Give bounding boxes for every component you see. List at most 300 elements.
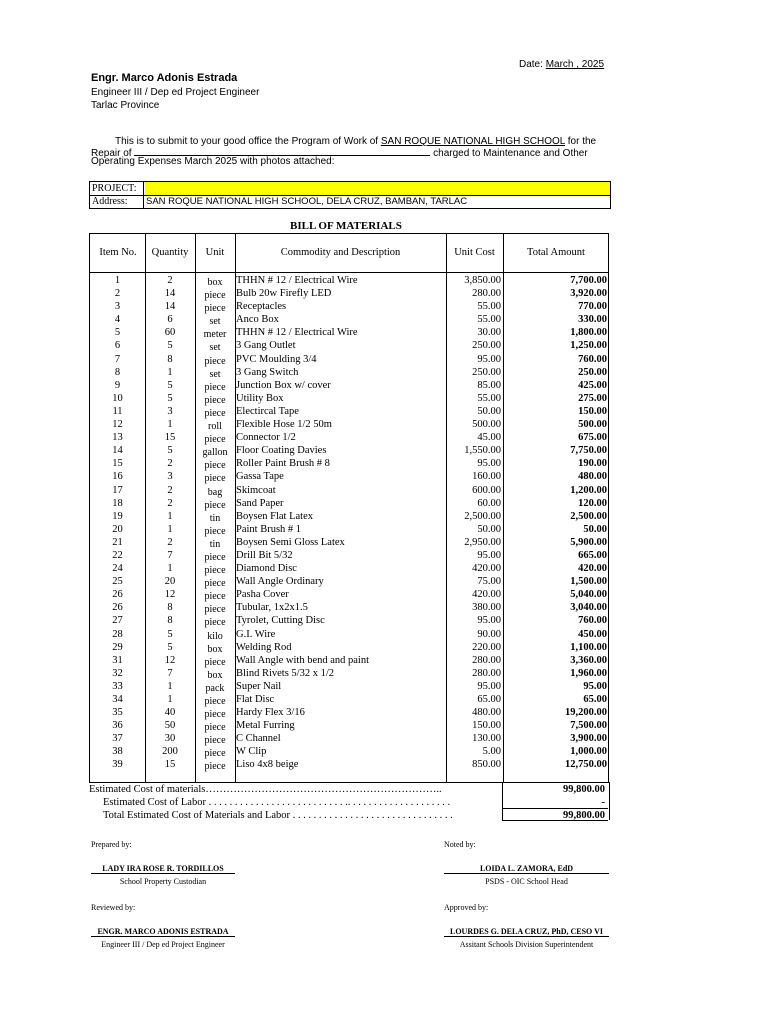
cell-description: Anco Box xyxy=(236,314,279,326)
cell-unit-cost: 850.00 xyxy=(472,759,501,771)
labor-cost-label: Estimated Cost of Labor . . . . . . . . . . . . . . . . . . . . . . . . . . .. . . . . . . . . . . . . . . . . . . . xyxy=(103,797,451,808)
letter-line2-post: charged to Maintenance and Other xyxy=(430,148,588,159)
cell-total-amount: 665.00 xyxy=(578,549,607,561)
cell-unit-cost: 85.00 xyxy=(477,379,501,391)
cell-description: Utility Box xyxy=(236,392,284,404)
cell-total-amount: 500.00 xyxy=(578,419,607,431)
cell-item-no: 20 xyxy=(112,523,123,535)
table-row xyxy=(90,366,610,379)
cell-unit-cost: 95.00 xyxy=(477,549,501,561)
cell-description: Boysen Semi Gloss Latex xyxy=(236,536,345,548)
cell-item-no: 31 xyxy=(112,654,123,666)
cell-total-amount: 1,250.00 xyxy=(570,340,607,352)
cell-quantity: 8 xyxy=(167,353,173,365)
cell-item-no: 16 xyxy=(112,471,123,483)
table-row xyxy=(90,758,610,771)
cell-item-no: 11 xyxy=(112,405,123,417)
cell-description: Welding Rod xyxy=(236,641,292,653)
cell-unit-cost: 420.00 xyxy=(472,589,501,601)
noted-by-position: PSDS - OIC School Head xyxy=(485,877,568,886)
project-label: PROJECT: xyxy=(90,182,144,195)
letter-line1-post: for the xyxy=(564,136,597,147)
cell-total-amount: 12,750.00 xyxy=(565,759,607,771)
cell-total-amount: 50.00 xyxy=(583,523,607,535)
col-header-qty: Quantity xyxy=(151,247,189,258)
cell-total-amount: 1,000.00 xyxy=(570,746,607,758)
table-row xyxy=(90,614,610,627)
cell-item-no: 35 xyxy=(112,707,123,719)
table-row xyxy=(90,706,610,719)
cell-item-no: 4 xyxy=(114,314,121,326)
cell-total-amount: 7,750.00 xyxy=(570,445,607,457)
cell-unit: piece xyxy=(204,748,226,760)
cell-unit-cost: 65.00 xyxy=(477,694,501,705)
cell-quantity: 7 xyxy=(167,549,173,561)
table-row xyxy=(90,405,610,418)
cell-description: Boysen Flat Latex xyxy=(236,510,313,522)
materials-cost-value: 99,800.00 xyxy=(563,784,605,795)
cell-item-no: 25 xyxy=(112,576,123,588)
cell-unit: piece xyxy=(204,499,226,511)
cell-unit-cost: 90.00 xyxy=(477,628,501,640)
table-row xyxy=(90,562,610,575)
cell-unit-cost: 75.00 xyxy=(477,576,501,588)
cell-unit-cost: 220.00 xyxy=(472,641,501,653)
cell-quantity: 8 xyxy=(167,615,173,627)
cell-unit-cost: 3,850.00 xyxy=(464,275,501,286)
cell-description: Skimcoat xyxy=(236,484,276,496)
cell-quantity: 3 xyxy=(167,471,173,483)
approved-by-name: LOURDES G. DELA CRUZ, PhD, CESO VI xyxy=(444,927,609,937)
cell-unit: piece xyxy=(204,460,226,472)
cell-unit: box xyxy=(207,669,223,681)
cell-total-amount: 2,500.00 xyxy=(570,510,607,522)
labor-cost-value: - xyxy=(601,797,605,808)
cell-unit: box xyxy=(207,643,223,655)
letter-line-3: Operating Expenses March 2025 with photos attached: xyxy=(91,156,335,167)
cell-total-amount: 420.00 xyxy=(578,563,607,575)
cell-unit-cost: 95.00 xyxy=(477,615,501,627)
cell-total-amount: 675.00 xyxy=(578,432,607,444)
cell-quantity: 20 xyxy=(164,576,176,588)
cell-description: Wall Angle with bend and paint xyxy=(236,654,370,666)
table-row xyxy=(90,353,610,366)
cell-total-amount: 770.00 xyxy=(578,301,607,313)
cell-unit: piece xyxy=(204,696,226,707)
cell-unit-cost: 130.00 xyxy=(472,733,501,745)
table-row xyxy=(90,536,610,549)
cell-total-amount: 65.00 xyxy=(583,694,607,705)
cell-item-no: 13 xyxy=(112,432,123,444)
cell-item-no: 34 xyxy=(112,694,123,705)
cell-unit-cost: 160.00 xyxy=(472,471,501,483)
cell-description: 3 Gang Outlet xyxy=(236,340,296,352)
cell-total-amount: 120.00 xyxy=(578,497,607,509)
cell-item-no: 1 xyxy=(114,275,121,286)
cell-quantity: 1 xyxy=(167,419,173,431)
cell-unit: set xyxy=(209,316,221,328)
cell-unit-cost: 45.00 xyxy=(477,432,501,444)
cell-item-no: 29 xyxy=(112,641,123,653)
cell-unit: piece xyxy=(204,551,226,563)
cell-unit: roll xyxy=(208,421,222,433)
cell-description: Gassa Tape xyxy=(236,471,284,483)
cell-unit-cost: 55.00 xyxy=(477,314,501,326)
cell-description: Flexible Hose 1/2 50m xyxy=(236,419,332,431)
cell-total-amount: 760.00 xyxy=(578,615,607,627)
cell-total-amount: 425.00 xyxy=(578,379,607,391)
cell-quantity: 8 xyxy=(167,602,173,614)
cell-unit-cost: 600.00 xyxy=(472,484,501,496)
cell-unit: piece xyxy=(204,761,226,773)
cell-total-amount: 330.00 xyxy=(578,314,607,326)
cell-description: Paint Brush # 1 xyxy=(236,523,302,535)
table-row xyxy=(90,732,610,745)
cell-description: Hardy Flex 3/16 xyxy=(236,707,305,719)
col-header-unit: Unit xyxy=(205,247,225,258)
cell-unit: piece xyxy=(204,735,226,747)
cell-unit: piece xyxy=(204,290,226,302)
cell-item-no: 28 xyxy=(112,628,123,640)
date-line xyxy=(519,59,604,70)
cell-quantity: 6 xyxy=(167,314,173,326)
cell-unit-cost: 1,550.00 xyxy=(464,445,501,457)
date-value: March , 2025 xyxy=(545,59,605,70)
cell-description: G.I. Wire xyxy=(236,628,276,640)
table-row xyxy=(90,300,610,313)
col-header-item: Item No. xyxy=(99,247,137,258)
cell-description: Blind Rivets 5/32 x 1/2 xyxy=(236,667,335,679)
cell-quantity: 14 xyxy=(164,301,176,313)
bom-title-text: BILL OF MATERIALS xyxy=(290,220,402,232)
total-cost-label: Total Estimated Cost of Materials and Labor . . . . . . . . . . . . . . . . . . . . . . . . . . . . . . . xyxy=(103,810,453,821)
cell-description: THHN # 12 / Electrical Wire xyxy=(236,327,358,339)
cell-quantity: 1 xyxy=(167,523,173,535)
cell-unit-cost: 280.00 xyxy=(472,654,501,666)
cell-description: Wall Angle Ordinary xyxy=(236,576,324,588)
cell-quantity: 2 xyxy=(167,536,173,548)
cell-unit: piece xyxy=(204,355,226,367)
table-row xyxy=(90,719,610,732)
cell-total-amount: 1,100.00 xyxy=(570,641,607,653)
letter-line1-pre: This is to submit to your good office the Program of Work of xyxy=(115,136,381,147)
table-row xyxy=(90,431,610,444)
cell-total-amount: 7,500.00 xyxy=(570,720,607,732)
total-cost-value: 99,800.00 xyxy=(563,810,605,821)
cell-unit: piece xyxy=(204,394,226,406)
cell-quantity: 5 xyxy=(167,445,173,457)
cell-unit-cost: 55.00 xyxy=(477,392,501,404)
cell-total-amount: 1,500.00 xyxy=(570,576,607,588)
cell-item-no: 10 xyxy=(112,392,123,404)
address-value: SAN ROQUE NATIONAL HIGH SCHOOL, DELA CRUZ, BAMBAN, TARLAC xyxy=(146,196,468,207)
cell-item-no: 37 xyxy=(112,733,123,745)
noted-by-label: Noted by: xyxy=(444,840,476,849)
table-row xyxy=(90,379,610,392)
cell-total-amount: 1,800.00 xyxy=(570,327,607,339)
table-row xyxy=(90,680,610,693)
addressee-province: Tarlac Province xyxy=(91,100,160,111)
cell-unit-cost: 55.00 xyxy=(477,301,501,313)
cell-unit: pack xyxy=(205,682,225,694)
cell-unit-cost: 2,950.00 xyxy=(464,536,501,548)
cell-quantity: 12 xyxy=(164,589,176,601)
approved-by-position: Assitant Schools Division Superintendent xyxy=(459,940,594,949)
noted-by-name: LOIDA L. ZAMORA, EdD xyxy=(444,864,609,874)
prepared-by-position: School Property Custodian xyxy=(119,877,207,886)
cell-total-amount: 190.00 xyxy=(578,458,607,470)
project-value-highlight xyxy=(145,182,610,195)
cell-description: Liso 4x8 beige xyxy=(236,759,299,771)
cell-description: Pasha Cover xyxy=(236,589,289,601)
cell-quantity: 15 xyxy=(164,432,176,444)
cell-item-no: 18 xyxy=(112,497,123,509)
col-header-total: Total Amount xyxy=(527,247,585,258)
cell-quantity: 7 xyxy=(167,667,173,679)
cell-item-no: 38 xyxy=(112,746,123,758)
cell-quantity: 2 xyxy=(167,497,173,509)
cell-item-no: 7 xyxy=(114,353,121,365)
cell-item-no: 24 xyxy=(112,563,123,575)
cell-description: Drill Bit 5/32 xyxy=(236,549,293,561)
cell-quantity: 2 xyxy=(167,458,173,470)
cell-unit-cost: 95.00 xyxy=(477,680,501,692)
table-row xyxy=(90,484,610,497)
school-name-link: SAN ROQUE NATIONAL HIGH SCHOOL xyxy=(380,136,565,147)
cell-unit: piece xyxy=(204,525,226,537)
cell-total-amount: 480.00 xyxy=(578,471,607,483)
cell-total-amount: 5,900.00 xyxy=(570,536,607,548)
cell-unit: gallon xyxy=(202,447,228,459)
cell-unit-cost: 150.00 xyxy=(472,720,501,732)
table-row xyxy=(90,588,610,601)
col-header-cost: Unit Cost xyxy=(454,247,495,258)
cell-item-no: 14 xyxy=(112,445,123,457)
cell-item-no: 39 xyxy=(112,759,123,771)
cell-quantity: 12 xyxy=(164,654,176,666)
cell-item-no: 17 xyxy=(112,484,123,496)
cell-description: Junction Box w/ cover xyxy=(236,379,331,391)
address-label: Address: xyxy=(90,195,144,208)
table-row xyxy=(90,549,610,562)
cell-total-amount: 450.00 xyxy=(578,628,607,640)
reviewed-by-position: Engineer III / Dep ed Project Engineer xyxy=(101,940,225,949)
date-label: Date: xyxy=(519,59,543,70)
letter-line2-pre: Repair of xyxy=(91,148,135,159)
table-row xyxy=(90,628,610,641)
cell-unit: box xyxy=(207,277,223,288)
cell-unit-cost: 480.00 xyxy=(472,707,501,719)
repair-blank xyxy=(134,146,430,156)
cell-description: Metal Furring xyxy=(236,720,295,732)
cell-item-no: 9 xyxy=(114,379,121,391)
cell-total-amount: 7,700.00 xyxy=(570,275,607,286)
cell-unit: kilo xyxy=(207,630,223,642)
cell-item-no: 33 xyxy=(112,680,123,692)
cell-unit: piece xyxy=(204,473,226,485)
cell-description: Tubular, 1x2x1.5 xyxy=(236,602,308,614)
cell-total-amount: 3,900.00 xyxy=(570,733,607,745)
addressee-title: Engineer III / Dep ed Project Engineer xyxy=(91,87,260,98)
cell-item-no: 12 xyxy=(112,419,123,431)
cell-unit-cost: 380.00 xyxy=(472,602,501,614)
bom-table xyxy=(89,233,609,783)
cell-quantity: 1 xyxy=(167,510,173,522)
cell-quantity: 3 xyxy=(167,405,173,417)
table-row xyxy=(90,392,610,405)
cell-quantity: 1 xyxy=(167,680,173,692)
cell-description: Diamond Disc xyxy=(236,563,297,575)
bom-rows xyxy=(90,274,610,772)
cell-unit-cost: 250.00 xyxy=(472,340,501,352)
cell-unit-cost: 420.00 xyxy=(472,563,501,575)
table-row xyxy=(90,457,610,470)
cell-item-no: 5 xyxy=(114,327,121,339)
cell-unit-cost: 500.00 xyxy=(472,419,501,431)
table-row xyxy=(90,497,610,510)
cell-unit: piece xyxy=(204,722,226,734)
cell-total-amount: 250.00 xyxy=(578,366,607,378)
cell-total-amount: 1,200.00 xyxy=(570,484,607,496)
cell-unit: piece xyxy=(204,709,226,721)
table-row xyxy=(90,510,610,523)
cell-unit-cost: 250.00 xyxy=(472,366,501,378)
table-row xyxy=(90,418,610,431)
table-row xyxy=(90,575,610,588)
cell-unit: tin xyxy=(209,538,221,550)
cell-quantity: 5 xyxy=(167,641,173,653)
materials-cost-label: Estimated Cost of materials………………………………………………………….. xyxy=(89,784,442,795)
cell-description: 3 Gang Switch xyxy=(236,366,299,378)
cell-total-amount: 19,200.00 xyxy=(565,707,607,719)
cell-unit-cost: 2,500.00 xyxy=(464,510,501,522)
cell-quantity: 15 xyxy=(164,759,176,771)
cell-unit-cost: 5.00 xyxy=(482,746,501,758)
cell-unit: meter xyxy=(203,329,227,341)
totals-section xyxy=(89,782,609,822)
cell-unit-cost: 50.00 xyxy=(477,523,501,535)
cell-quantity: 40 xyxy=(164,707,176,719)
cell-total-amount: 760.00 xyxy=(578,353,607,365)
table-row xyxy=(90,523,610,536)
cell-unit-cost: 95.00 xyxy=(477,458,501,470)
cell-description: Flat Disc xyxy=(236,694,275,705)
cell-total-amount: 275.00 xyxy=(578,392,607,404)
cell-item-no: 21 xyxy=(112,536,123,548)
prepared-by-label: Prepared by: xyxy=(91,840,132,849)
table-row xyxy=(90,667,610,680)
table-row xyxy=(90,339,610,352)
cell-total-amount: 3,040.00 xyxy=(570,602,607,614)
cell-unit: piece xyxy=(204,604,226,616)
cell-quantity: 50 xyxy=(164,720,176,732)
cell-unit: bag xyxy=(207,486,223,498)
cell-description: Super Nail xyxy=(236,680,282,692)
cell-item-no: 22 xyxy=(112,549,123,561)
cell-unit: piece xyxy=(204,303,226,315)
cell-total-amount: 3,920.00 xyxy=(570,288,607,300)
cell-quantity: 5 xyxy=(167,379,173,391)
cell-unit: piece xyxy=(204,565,226,577)
cell-item-no: 27 xyxy=(112,615,123,627)
project-box xyxy=(89,181,611,209)
cell-item-no: 6 xyxy=(114,340,121,352)
cell-unit-cost: 30.00 xyxy=(477,327,501,339)
table-row xyxy=(90,693,610,706)
cell-quantity: 30 xyxy=(164,733,176,745)
cell-quantity: 5 xyxy=(167,628,173,640)
cell-quantity: 2 xyxy=(167,275,173,286)
approved-by-label: Approved by: xyxy=(444,903,489,912)
cell-description: W Clip xyxy=(236,746,267,758)
cell-unit: tin xyxy=(209,512,221,524)
cell-unit-cost: 50.00 xyxy=(477,405,501,417)
cell-description: Floor Coating Davies xyxy=(236,445,327,457)
cell-quantity: 1 xyxy=(167,694,173,705)
cell-unit-cost: 280.00 xyxy=(472,667,501,679)
cell-item-no: 36 xyxy=(112,720,123,732)
cell-unit: piece xyxy=(204,381,226,393)
cell-unit: piece xyxy=(204,617,226,629)
cell-quantity: 14 xyxy=(164,288,176,300)
table-row xyxy=(90,641,610,654)
cell-quantity: 2 xyxy=(167,484,173,496)
reviewed-by-name: ENGR. MARCO ADONIS ESTRADA xyxy=(91,927,235,937)
cell-total-amount: 150.00 xyxy=(578,405,607,417)
cell-total-amount: 3,360.00 xyxy=(570,654,607,666)
cell-unit: set xyxy=(209,342,221,354)
cell-description: Tyrolet, Cutting Disc xyxy=(236,615,325,627)
table-row xyxy=(90,287,610,300)
cell-description: Receptacles xyxy=(236,301,287,313)
table-row xyxy=(90,313,610,326)
cell-unit-cost: 95.00 xyxy=(477,353,501,365)
prepared-by-name: LADY IRA ROSE R. TORDILLOS xyxy=(91,864,235,874)
cell-item-no: 2 xyxy=(114,288,121,300)
cell-unit: piece xyxy=(204,578,226,590)
cell-description: Sand Paper xyxy=(236,497,284,509)
cell-unit-cost: 60.00 xyxy=(477,497,501,509)
cell-description: Roller Paint Brush # 8 xyxy=(236,458,330,470)
cell-description: Electircal Tape xyxy=(236,405,299,417)
cell-unit: set xyxy=(209,368,221,380)
cell-unit: piece xyxy=(204,407,226,419)
table-row xyxy=(90,326,610,339)
cell-item-no: 3 xyxy=(114,301,121,313)
cell-item-no: 15 xyxy=(112,458,123,470)
table-row xyxy=(90,654,610,667)
table-row xyxy=(90,601,610,614)
table-row xyxy=(90,274,610,287)
cell-item-no: 19 xyxy=(112,510,123,522)
header-divider xyxy=(90,272,608,273)
cell-total-amount: 5,040.00 xyxy=(570,589,607,601)
table-row xyxy=(90,745,610,758)
project-row xyxy=(90,182,610,196)
cell-item-no: 26 xyxy=(112,602,123,614)
cell-unit-cost: 280.00 xyxy=(472,288,501,300)
cell-item-no: 32 xyxy=(112,667,123,679)
cell-quantity: 5 xyxy=(167,392,173,404)
cell-unit: piece xyxy=(204,656,226,668)
cell-total-amount: 95.00 xyxy=(583,680,607,692)
table-row xyxy=(90,470,610,483)
cell-quantity: 200 xyxy=(162,746,178,758)
cell-quantity: 60 xyxy=(164,327,176,339)
table-row xyxy=(90,444,610,457)
cell-description: C Channel xyxy=(236,733,281,745)
cell-quantity: 1 xyxy=(167,563,173,575)
